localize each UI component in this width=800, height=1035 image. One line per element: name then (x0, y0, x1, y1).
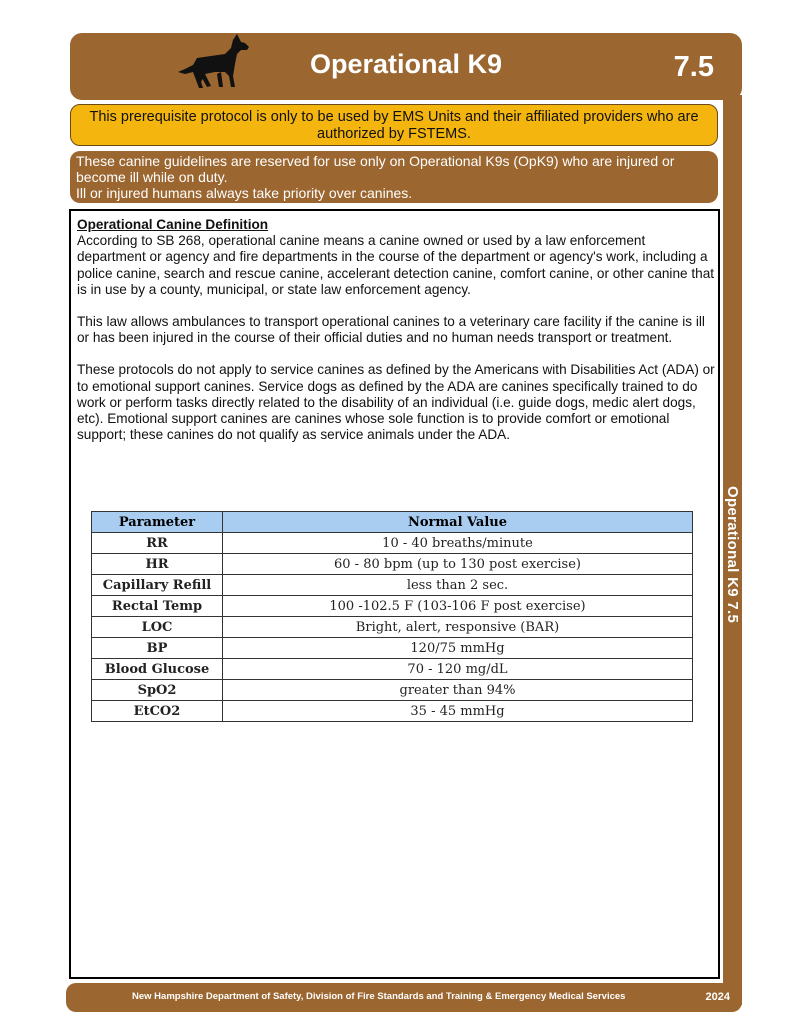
table-header-row (92, 512, 693, 533)
parameter-cell: RR (92, 533, 223, 554)
guidelines-line-1: These canine guidelines are reserved for use only on Operational K9s (OpK9) who are injured or become ill while on duty. (76, 153, 675, 185)
parameter-cell: BP (92, 638, 223, 659)
table-row (92, 596, 693, 617)
value-cell: 70 - 120 mg/dL (223, 659, 693, 680)
value-cell: Bright, alert, responsive (BAR) (223, 617, 693, 638)
header-parameter: Parameter (92, 512, 223, 533)
definition-section (77, 217, 717, 459)
header-banner (70, 33, 742, 100)
parameter-cell: Capillary Refill (92, 575, 223, 596)
parameter-cell: HR (92, 554, 223, 575)
definition-paragraph-3: These protocols do not apply to service canines as defined by the Americans with Disabilities Act (ADA) or to emotional support canines. Service dogs as defined by the ADA are canines specifically trained to do work or perform tasks directly related to the disability of an individual (i.e. guide dogs, medic alert dogs, etc). Emotional support canines are canines whose sole function is to provide comfort or emotional support; these canines do not qualify as service animals under the ADA. (77, 362, 715, 443)
table-row (92, 533, 693, 554)
value-cell: 100 -102.5 F (103-106 F post exercise) (223, 596, 693, 617)
value-cell: greater than 94% (223, 680, 693, 701)
table-row (92, 617, 693, 638)
parameter-cell: Blood Glucose (92, 659, 223, 680)
definition-paragraph-1: According to SB 268, operational canine means a canine owned or used by a law enforcement department or agency and fire departments in the course of the department or agency's work, including a police canine, search and rescue canine, accelerant detection canine, comfort canine, or other canine that is in use by a county, municipal, or state law enforcement agency. (77, 233, 715, 297)
page-title: Operational K9 (309, 49, 503, 79)
parameter-cell: LOC (92, 617, 223, 638)
prerequisite-note: This prerequisite protocol is only to be used by EMS Units and their affiliated providers who are authorized by FSTEMS. (70, 104, 718, 146)
footer-year: 2024 (705, 991, 730, 1003)
table-row (92, 680, 693, 701)
value-cell: 120/75 mmHg (223, 638, 693, 659)
table-row (92, 554, 693, 575)
footer-agency: New Hampshire Department of Safety, Division of Fire Standards and Training & Emergency Medical Services (132, 991, 626, 1002)
side-label-text: Operational K9 7.5 (724, 486, 741, 624)
table-row (92, 659, 693, 680)
footer-bar (66, 983, 742, 1012)
protocol-number: 7.5 (673, 51, 714, 83)
content-box (69, 209, 720, 979)
parameter-cell: SpO2 (92, 680, 223, 701)
parameter-cell: EtCO2 (92, 701, 223, 722)
table-row (92, 575, 693, 596)
side-label (723, 470, 742, 640)
parameter-cell: Rectal Temp (92, 596, 223, 617)
definition-paragraph-2: This law allows ambulances to transport operational canines to a veterinary care facility if the canine is ill or has been injured in the course of their official duties and no human needs transport or treatment. (77, 314, 705, 346)
canine-guidelines-note (70, 151, 718, 203)
value-cell: 10 - 40 breaths/minute (223, 533, 693, 554)
definition-title: Operational Canine Definition (77, 217, 269, 232)
table-row (92, 638, 693, 659)
value-cell: 60 - 80 bpm (up to 130 post exercise) (223, 554, 693, 575)
normal-values-table (91, 511, 693, 722)
guidelines-line-2: Ill or injured humans always take priority over canines. (76, 185, 413, 201)
german-shepherd-dog-icon (175, 32, 255, 92)
table-row (92, 701, 693, 722)
header-normal-value: Normal Value (223, 512, 693, 533)
value-cell: less than 2 sec. (223, 575, 693, 596)
value-cell: 35 - 45 mmHg (223, 701, 693, 722)
